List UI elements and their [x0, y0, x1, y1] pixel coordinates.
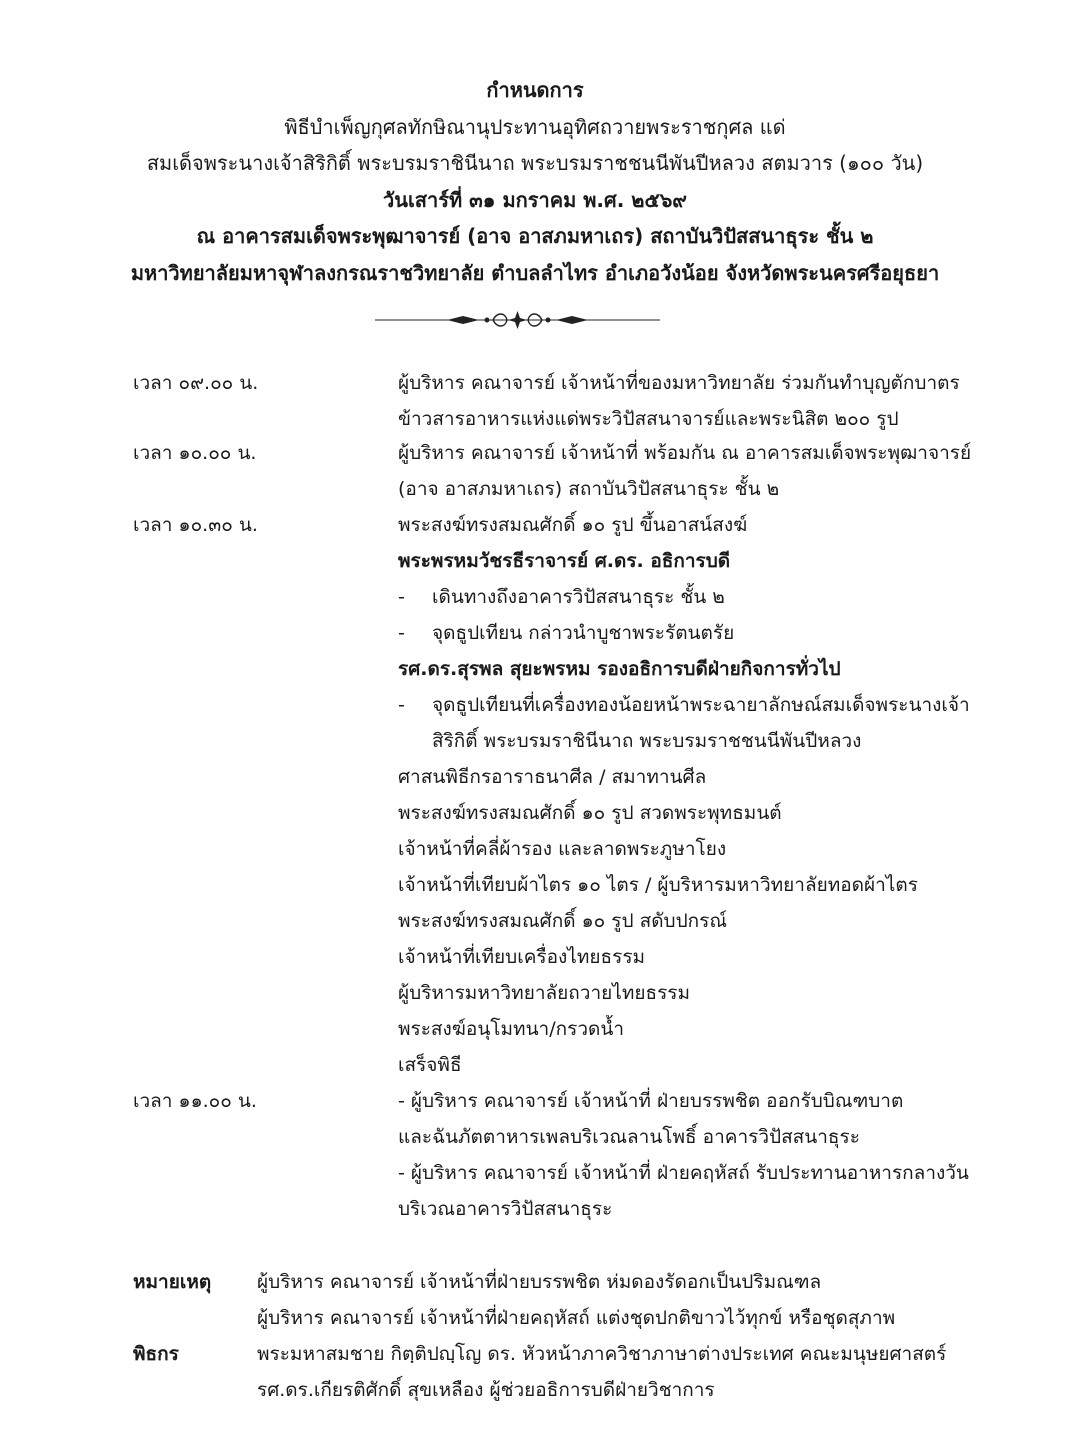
- document-title: กำหนดการ: [486, 78, 584, 102]
- schedule-line: เจ้าหน้าที่คลี่ผ้ารอง และลาดพระภูษาโยง: [398, 838, 727, 860]
- remark-line: ผู้บริหาร คณาจารย์ เจ้าหน้าที่ฝ่ายคฤหัสถ์ แต่งชุดปกติขาวไว้ทุกข์ หรือชุดสุภาพ: [257, 1307, 896, 1329]
- schedule-line: เสร็จพิธี: [398, 1054, 462, 1076]
- schedule-line: เดินทางถึงอาคารวิปัสสนาธุระ ชั้น ๒: [432, 586, 725, 608]
- time-0900: เวลา ๐๙.๐๐ น.: [133, 372, 259, 394]
- schedule-line: ศาสนพิธีกรอาราธนาศีล / สมาทานศีล: [398, 766, 707, 788]
- schedule-line: ข้าวสารอาหารแห่งแด่พระวิปัสสนาจารย์และพระนิสิต ๒๐๐ รูป: [398, 408, 899, 430]
- ornament-divider-icon: [375, 308, 660, 332]
- mc-line: พระมหาสมชาย กิตฺติปญฺโญ ดร. หัวหน้าภาควิชาภาษาต่างประเทศ คณะมนุษยศาสตร์: [257, 1343, 947, 1365]
- schedule-line: (อาจ อาสภมหาเถร) สถาบันวิปัสสนาธุระ ชั้น ๒: [398, 478, 780, 500]
- document-header: [0, 72, 1070, 291]
- remark-line: ผู้บริหาร คณาจารย์ เจ้าหน้าที่ฝ่ายบรรพชิต ห่มดองรัดอกเป็นปริมณฑล: [257, 1271, 822, 1293]
- bullet-dash: -: [398, 694, 405, 716]
- ceremony-date: วันเสาร์ที่ ๓๑ มกราคม พ.ศ. ๒๕๖๙: [383, 187, 687, 212]
- bullet-dash: -: [398, 586, 405, 608]
- ceremony-dedication: สมเด็จพระนางเจ้าสิริกิติ์ พระบรมราชินีนาถ พระบรมราชชนนีพันปีหลวง สตมวาร (๑๐๐ วัน): [146, 151, 924, 175]
- schedule-presiding-name: พระพรหมวัชรธีราจารย์ ศ.ดร. อธิการบดี: [398, 550, 731, 572]
- schedule-line: พระสงฆ์ทรงสมณศักดิ์ ๑๐ รูป สวดพระพุทธมนต์: [398, 802, 782, 824]
- schedule-line: - ผู้บริหาร คณาจารย์ เจ้าหน้าที่ ฝ่ายคฤหัสถ์ รับประทานอาหารกลางวัน: [398, 1162, 969, 1184]
- schedule-line: เจ้าหน้าที่เทียบเครื่องไทยธรรม: [398, 946, 646, 968]
- schedule-line: สิริกิติ์ พระบรมราชินีนาถ พระบรมราชชนนีพันปีหลวง: [432, 730, 862, 752]
- bullet-dash: -: [398, 622, 405, 644]
- schedule-line: ผู้บริหารมหาวิทยาลัยถวายไทยธรรม: [398, 982, 691, 1004]
- schedule-line: พระสงฆ์ทรงสมณศักดิ์ ๑๐ รูป ขึ้นอาสน์สงฆ์: [398, 514, 748, 536]
- schedule-line: พระสงฆ์อนุโมทนา/กรวดน้ำ: [398, 1018, 624, 1040]
- time-1030: เวลา ๑๐.๓๐ น.: [133, 514, 258, 536]
- schedule-line: บริเวณอาคารวิปัสสนาธุระ: [398, 1198, 613, 1220]
- mc-label: พิธกร: [133, 1343, 179, 1365]
- schedule-line: เจ้าหน้าที่เทียบผ้าไตร ๑๐ ไตร / ผู้บริหารมหาวิทยาลัยทอดผ้าไตร: [398, 874, 918, 896]
- remark-label: หมายเหตุ: [133, 1271, 212, 1293]
- schedule-vice-president-name: รศ.ดร.สุรพล สุยะพรหม รองอธิการบดีฝ่ายกิจการทั่วไป: [398, 658, 841, 680]
- schedule-line: ผู้บริหาร คณาจารย์ เจ้าหน้าที่ พร้อมกัน ณ อาคารสมเด็จพระพุฒาจารย์: [398, 442, 972, 464]
- ceremony-name: พิธีบำเพ็ญกุศลทักษิณานุประทานอุทิศถวายพระราชกุศล แด่: [284, 114, 786, 139]
- schedule-line: จุดธูปเทียนที่เครื่องทองน้อยหน้าพระฉายาลักษณ์สมเด็จพระนางเจ้า: [432, 694, 970, 716]
- schedule-line: และฉันภัตตาหารเพลบริเวณลานโพธิ์ อาคารวิปัสสนาธุระ: [398, 1126, 860, 1148]
- schedule-line: ผู้บริหาร คณาจารย์ เจ้าหน้าที่ของมหาวิทยาลัย ร่วมกันทำบุญตักบาตร: [398, 372, 960, 394]
- time-1000: เวลา ๑๐.๐๐ น.: [133, 442, 257, 464]
- schedule-line: - ผู้บริหาร คณาจารย์ เจ้าหน้าที่ ฝ่ายบรรพชิต ออกรับบิณฑบาต: [398, 1090, 904, 1112]
- mc-line: รศ.ดร.เกียรติศักดิ์ สุขเหลือง ผู้ช่วยอธิการบดีฝ่ายวิชาการ: [257, 1379, 715, 1401]
- schedule-line: พระสงฆ์ทรงสมณศักดิ์ ๑๐ รูป สดับปกรณ์: [398, 910, 728, 932]
- time-1100: เวลา ๑๑.๐๐ น.: [133, 1090, 257, 1112]
- ceremony-venue: ณ อาคารสมเด็จพระพุฒาจารย์ (อาจ อาสภมหาเถร) สถาบันวิปัสสนาธุระ ชั้น ๒: [196, 224, 874, 248]
- ceremony-location: มหาวิทยาลัยมหาจุฬาลงกรณราชวิทยาลัย ตำบลลำไทร อำเภอวังน้อย จังหวัดพระนครศรีอยุธยา: [130, 260, 940, 285]
- schedule-line: จุดธูปเทียน กล่าวนำบูชาพระรัตนตรัย: [432, 622, 735, 644]
